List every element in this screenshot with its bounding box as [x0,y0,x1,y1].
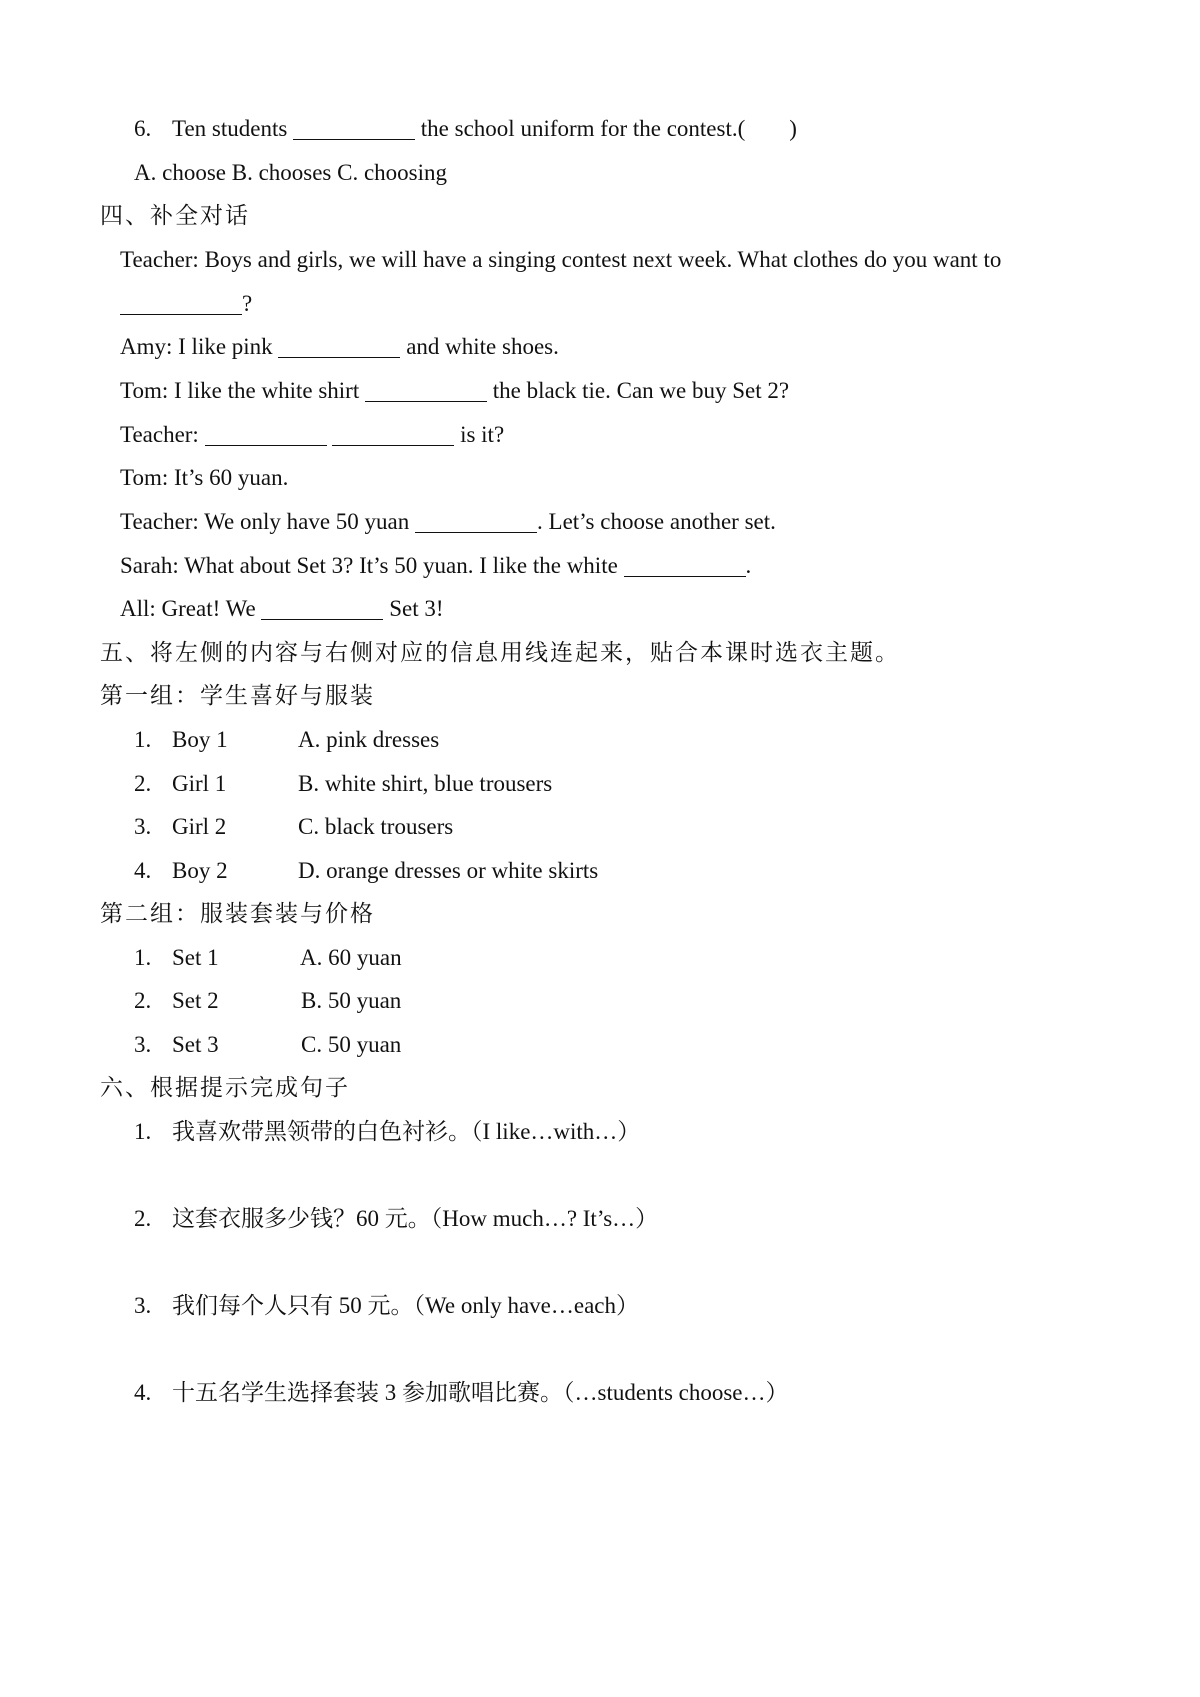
dialogue-text: is it? [460,422,505,447]
answer-blank[interactable] [205,423,327,446]
close-paren: ) [789,116,797,141]
match-right[interactable]: A. 60 yuan [300,945,402,970]
dialogue-text: All: Great! We [120,596,256,621]
item-number: 3. [134,814,152,839]
item-number: 4. [134,858,152,883]
dialogue-text: Sarah: What about Set 3? It’s 50 yuan. I like the white [120,553,618,578]
item-number: 1. [134,945,152,970]
match-right[interactable]: D. orange dresses or white skirts [298,858,599,883]
section-5-title: 五、将左侧的内容与右侧对应的信息用线连起来，贴合本课时选衣主题。 [100,640,900,665]
dialogue-text: Teacher: [120,422,199,447]
match-item[interactable] [134,812,226,842]
match-item[interactable] [134,1030,219,1060]
dialogue-amy [120,332,559,362]
match-item[interactable] [134,769,226,799]
match-left: Girl 1 [172,771,227,796]
dialogue-teacher-1-cont [120,289,252,319]
match-right[interactable]: B. 50 yuan [301,988,402,1013]
match-item[interactable] [134,856,228,886]
match-right[interactable]: B. white shirt, blue trousers [298,771,553,796]
translation-prompt: 十五名学生选择套装 3 参加歌唱比赛。（…students choose…） [172,1380,789,1405]
translation-prompt: 我喜欢带黑领带的白色衬衫。（I like…with…） [172,1119,641,1144]
dialogue-text: . [745,553,752,578]
group-1-title: 第一组：学生喜好与服装 [100,683,375,708]
answer-blank[interactable] [261,597,383,620]
match-left: Set 1 [172,945,219,970]
dialogue-text: Teacher: We only have 50 yuan [120,509,410,534]
answer-blank[interactable] [293,117,415,140]
dialogue-teacher-2 [120,420,504,450]
match-item[interactable] [134,986,219,1016]
match-right[interactable]: C. black trousers [298,814,454,839]
answer-blank[interactable] [332,423,454,446]
match-left: Set 3 [172,1032,219,1057]
item-number: 4. [134,1380,152,1405]
match-left: Girl 2 [172,814,227,839]
answer-blank[interactable] [278,335,400,358]
item-number: 3. [134,1032,152,1057]
match-left: Set 2 [172,988,219,1013]
item-number: 2. [134,988,152,1013]
translation-item [134,1204,658,1234]
answer-blank[interactable] [624,554,746,577]
item-number: 2. [134,1206,152,1231]
match-item[interactable] [134,943,219,973]
item-number: 1. [134,1119,152,1144]
dialogue-text: and white shoes. [406,334,559,359]
dialogue-tom-1 [120,376,789,406]
item-number: 2. [134,771,152,796]
match-left: Boy 1 [172,727,228,752]
question-number: 6. [134,116,152,141]
translation-item [134,1378,789,1408]
dialogue-text: Amy: I like pink [120,334,273,359]
dialogue-teacher-1: Teacher: Boys and girls, we will have a singing contest next week. What clothes do you want to [120,247,1002,272]
answer-blank[interactable] [120,292,242,315]
match-right[interactable]: A. pink dresses [298,727,440,752]
translation-prompt: 这套衣服多少钱？60 元。（How much…? It’s…） [172,1206,659,1231]
question-6 [134,114,797,144]
answer-blank[interactable] [415,510,537,533]
answer-blank[interactable] [365,379,487,402]
translation-item [134,1291,639,1321]
question-6-options: A. choose B. chooses C. choosing [134,160,448,185]
question-text: Ten students [172,116,288,141]
section-4-title: 四、补全对话 [100,203,250,228]
question-mark: ? [242,291,253,316]
item-number: 1. [134,727,152,752]
item-number: 3. [134,1293,152,1318]
dialogue-text: the black tie. Can we buy Set 2? [492,378,790,403]
dialogue-all [120,594,444,624]
dialogue-text: Tom: I like the white shirt [120,378,360,403]
match-left: Boy 2 [172,858,228,883]
dialogue-text: Set 3! [389,596,444,621]
question-text: the school uniform for the contest.( [420,116,746,141]
dialogue-tom-2: Tom: It’s 60 yuan. [120,465,289,490]
section-6-title: 六、根据提示完成句子 [100,1075,350,1100]
dialogue-sarah [120,551,751,581]
group-2-title: 第二组：服装套装与价格 [100,901,375,926]
translation-prompt: 我们每个人只有 50 元。（We only have…each） [172,1293,640,1318]
match-right[interactable]: C. 50 yuan [301,1032,402,1057]
dialogue-text: . Let’s choose another set. [537,509,776,534]
match-item[interactable] [134,725,228,755]
dialogue-teacher-3 [120,507,776,537]
translation-item [134,1117,640,1147]
